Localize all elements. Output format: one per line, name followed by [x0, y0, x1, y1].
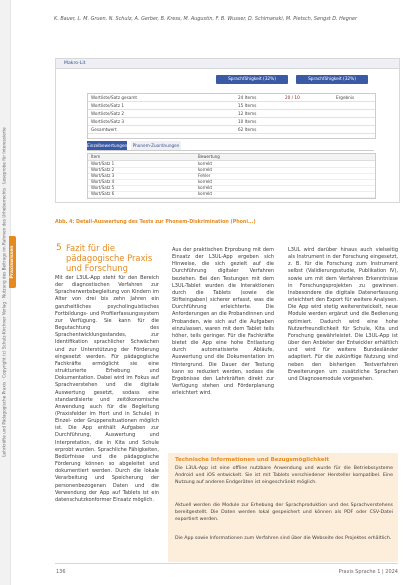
footer-divider — [55, 563, 398, 564]
table-cell: Wortliste/Satz 3 — [91, 119, 125, 124]
list-cell: Wort/Satz 5 — [91, 185, 115, 190]
figure-button-2: Sprachfähigkeit (32%) — [296, 75, 368, 84]
list-cell: Wort/Satz 3 — [91, 173, 115, 178]
table-row — [88, 118, 375, 126]
section-tab-label: Praxiswissen — [10, 245, 15, 279]
info-box — [168, 453, 398, 562]
figure-results-table — [87, 93, 376, 139]
list-header-cell: Bewertung — [198, 154, 220, 159]
figure-titlebar — [56, 59, 399, 69]
side-strip — [0, 0, 11, 585]
section-number: 5 — [56, 243, 62, 253]
table-cell: 24 Items — [238, 95, 257, 100]
list-cell: korrekt — [198, 179, 213, 184]
table-cell: Wortliste/Satz gesamt — [91, 95, 138, 100]
figure-button-1: Sprachfähigkeit (32%) — [216, 75, 288, 84]
table-cell: 15 Items — [238, 103, 257, 108]
list-header-cell: Item — [91, 154, 101, 159]
author-header: K. Bauer, L. M. Gruen, N. Schulz, A. Gerber, B. Kress, M. Augustin, F. B. Wusser, D. Schimanski, M. Pietsch, Sengst D. Hegner — [54, 16, 358, 22]
list-header — [88, 154, 375, 161]
body-column-1: Mit der L3UL-App steht für den Bereich der diagnostischen Verfahren zur Spracherwerbsbegleitung von Kindern im Alter von drei bis zehn Jahren ein ganzheitliches psycholinguistisches Fortbildungs- und Profilerfassungssystem zur Verfügung. Sie kann für die Begutachtung des Sprachentwicklungsstandes, zur Identifikation sprachlicher Schwächen und zur Unterstützung der Förderung eingesetzt werden. Für pädagogische Fachkräfte ermöglicht sie eine strukturierte Erhebung und Dokumentation. Dabei wird im Fokus auf Sprachverstehen und die digitale Auswertung gesetzt, sodass eine standardisierte und zeitökonomische Anwendung auch für die Begleitung (Praxisfelder im Hort und in Schule) in Einzel- oder Gruppensituationen möglich ist. Die App enthält Aufgaben zur Durchführung, Auswertung und Interpretation, die in Kita und Schule erprobt wurden. Sprachliche Fähigkeiten, Bedürfnisse und die pädagogische Förderung können so abgeleitet und dokumentiert werden. Durch die lokale Verarbeitung und Speicherung der personenbezogenen Daten und die Verwendung der App auf Tablets ist ein datenschutzkonformer Einsatz möglich. — [55, 275, 159, 503]
section-title: Fazit für die pädagogische Praxis und Forschung — [66, 243, 153, 273]
table-cell: 20 / 10 — [285, 95, 300, 100]
table-row — [88, 110, 375, 118]
info-box-paragraph: Aktuell werden die Module zur Erhebung der Sprachproduktion und des Sprachverstehens bereitgestellt. Die Daten werden lokal gespeichert und können als PDF oder CSV-Datei exportiert werden. — [175, 503, 393, 522]
list-cell: korrekt — [198, 167, 213, 172]
list-cell: korrekt — [198, 185, 213, 190]
figure-subtabs — [87, 141, 374, 151]
figure-caption: Abb. 4: Detail-Auswertung des Tests zur Phonem-Diskrimination (Phoni...) — [55, 220, 256, 225]
body-column-3: L3UL wird darüber hinaus auch vielseitig als Instrument in der Forschung eingesetzt, z. B. für die Forschung zum Instrument selbst (Validierungsstudie, Publikation IV), sowie um mit dem Verfahren Erkenntnisse in Forschungsprojekten zu gewinnen. Insbesondere die digitale Datenerfassung erleichtert den Export für weitere Analysen. Die App wird stetig weiterentwickelt, neue Module werden ergänzt und die Bedienung optimiert. Dadurch wird eine hohe Nutzerfreundlichkeit für Schule, Kita und Forschung gewährleistet. Die L3UL-App ist über den Anbieter der Entwickler erhältlich und wird für weitere Bundesländer adaptiert. Für die zukünftige Nutzung sind neben den bisherigen Testverfahren Erweiterungen um zusätzliche Sprachen und Diagnosemodule vorgesehen. — [288, 247, 398, 382]
info-box-paragraph: Die App sowie Informationen zum Verfahren sind über die Webseite des Projektes erhältlich. — [175, 536, 392, 541]
table-cell: Wortliste/Satz 1 — [91, 103, 125, 108]
page-number: 136 — [56, 569, 66, 575]
table-row — [88, 126, 375, 134]
info-box-paragraph: Die L3UL-App ist eine offline nutzbare Anwendung und wurde für die Betriebssysteme Android und iOS entwickelt. Sie ist mit Tablets verschiedener Hersteller kompatibel. Eine Nutzung auf anderen Endgeräten ist eingeschränkt möglich. — [175, 466, 393, 485]
list-cell: korrekt — [198, 191, 213, 196]
tab-einzelbewertungen: Einzelbewertungen — [87, 143, 128, 148]
list-cell: Fehler — [198, 173, 211, 178]
list-item — [88, 191, 375, 198]
list-cell: Wort/Satz 6 — [91, 191, 115, 196]
list-cell: korrekt — [198, 161, 213, 166]
table-cell: 12 Items — [238, 111, 257, 116]
figure-app-title: Makro-Lit — [64, 61, 86, 66]
table-cell: Ergebnis — [336, 95, 355, 100]
side-copyright-text: Lehrkräfte und Pädagogische Praxis · Copyright (c) Schulz-Kirchner Verlag · Nutzung des Beitrags im Rahmen des Urheberrechts · Leseprobe für Interessierte — [1, 127, 7, 457]
list-cell: Wort/Satz 1 — [91, 161, 115, 166]
table-cell: 10 Items — [238, 119, 257, 124]
table-row — [88, 102, 375, 110]
table-row — [88, 94, 375, 102]
figure-screenshot — [55, 58, 400, 203]
list-cell: Wort/Satz 2 — [91, 167, 115, 172]
list-cell: Wort/Satz 4 — [91, 179, 115, 184]
table-cell: Gesamtwert — [91, 127, 117, 132]
figure-item-list — [87, 153, 376, 199]
journal-name: Praxis Sprache 1 | 2024 — [338, 569, 398, 575]
tab-phonem-zuordnungen: Phonem-Zuordnungen — [132, 143, 180, 148]
table-cell: 62 Items — [238, 127, 257, 132]
table-cell: Wortliste/Satz 2 — [91, 111, 125, 116]
body-column-2: Aus der praktischen Erprobung mit dem Einsatz der L3UL-App ergeben sich Hinweise, die sich gezielt auf die Durchführung digitaler Verfahren beziehen. Bei den Testungen mit dem L3UL-Tablet wurden die Interaktionen durch die Tablets (sowie die Stifteingaben) sicherer erfasst, was die Durchführung erleichterte. Die Anforderungen an die Probandinnen und Probanden, wie sich auf die Aufgaben einzulassen, waren mit dem Tablet teils höher, teils geringer. Für die Fachkräfte bietet die App eine hohe Entlastung durch automatisierte Abläufe, Auswertung und die Dokumentation im Hintergrund. Die Dauer der Testung kann so reduziert werden, sodass die Ergebnisse den Lehrkräften direkt zur Verfügung stehen und Förderplanung erleichtert wird. — [172, 247, 274, 397]
info-box-title: Technische Informationen und Bezugsmöglichkeit — [175, 457, 329, 463]
